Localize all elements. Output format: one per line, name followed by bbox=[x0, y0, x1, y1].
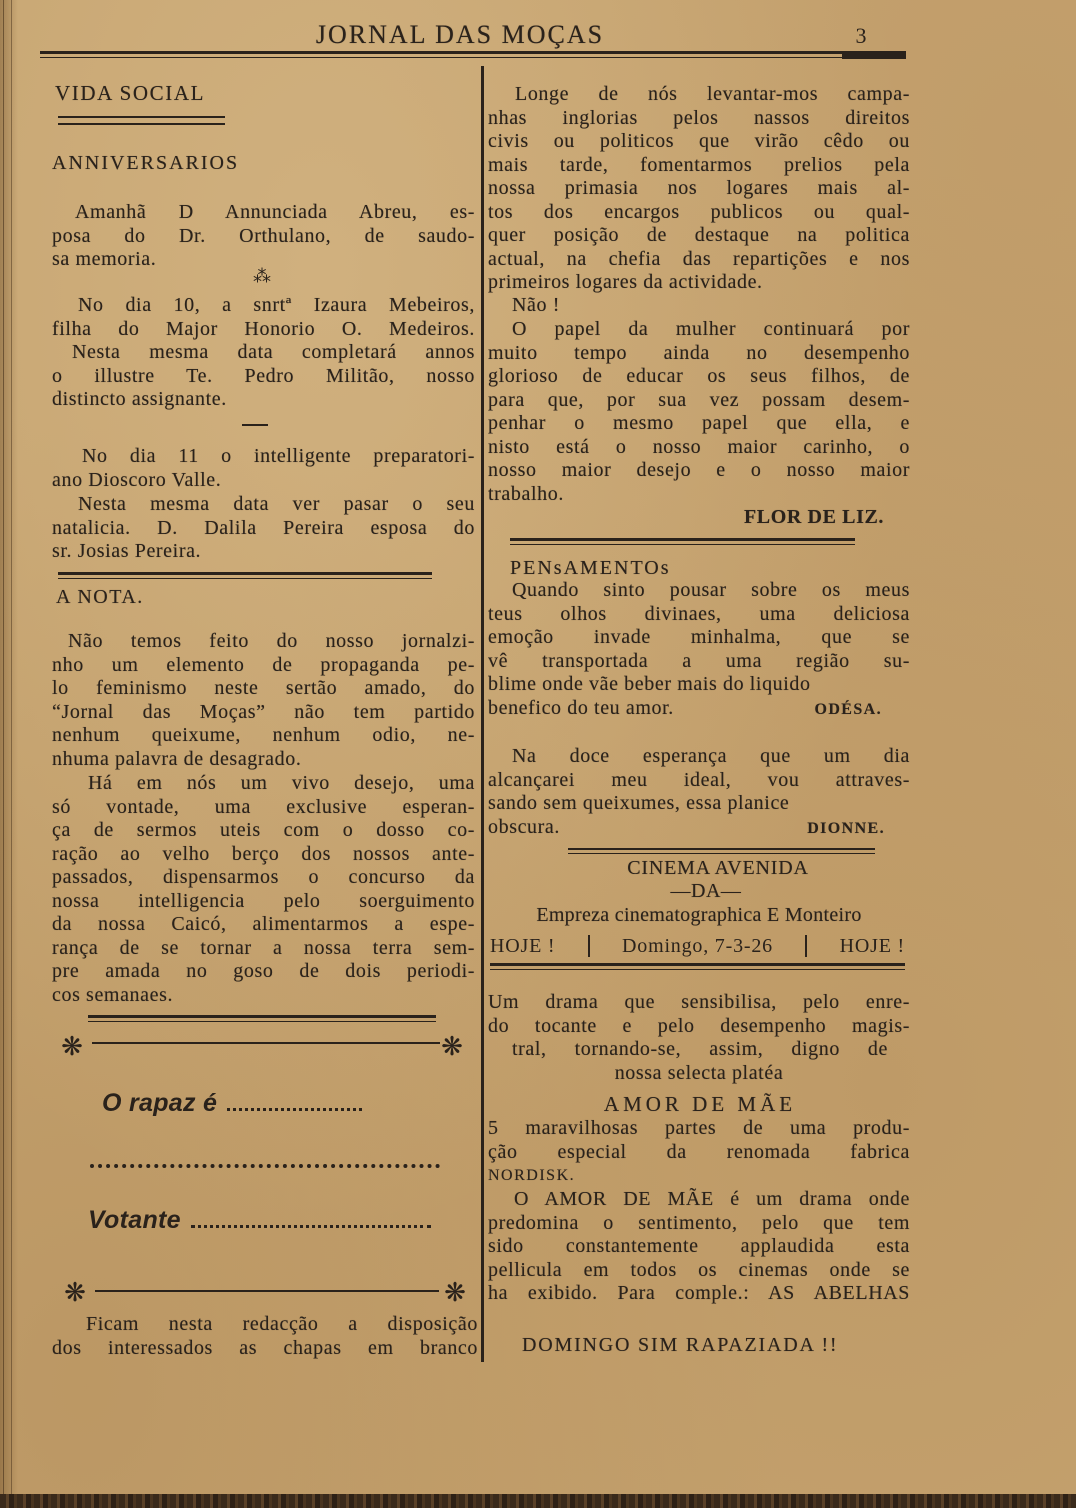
section-rule-thin bbox=[58, 578, 432, 579]
article-paragraph-2 bbox=[488, 294, 910, 318]
showtime-today-right: HOJE ! bbox=[839, 935, 905, 957]
text-line: Na doce esperança que um dia bbox=[512, 745, 910, 767]
text-line: pre amada no goso de dois periodi- bbox=[52, 960, 475, 982]
slip-notice bbox=[52, 1313, 478, 1360]
text-line: actual, na chefia das repartições e nos bbox=[488, 247, 910, 270]
section-rule bbox=[568, 848, 875, 850]
slip-label-votante: Votante bbox=[88, 1206, 181, 1234]
text-line: nossa primasia nos logares mais al- bbox=[488, 177, 910, 199]
text-line: Há em nós um vivo desejo, uma bbox=[88, 772, 475, 794]
text-line: Nesta mesma data ver pasar o seu bbox=[78, 493, 475, 515]
text-line: emoção invade minhalma, que se bbox=[488, 626, 910, 648]
slip-bottom-rule bbox=[95, 1290, 439, 1292]
anniversary-item-5 bbox=[52, 493, 475, 564]
section-title-underline bbox=[58, 116, 225, 118]
pensamento-2 bbox=[488, 745, 910, 816]
slip-field-votante bbox=[88, 1206, 431, 1238]
section-rule-thin bbox=[88, 1021, 436, 1022]
text-line: penhar o mesmo papel que ella, e bbox=[488, 412, 910, 434]
text-line: quer posição de destaque na politica bbox=[488, 224, 910, 246]
text-line: Um drama que sensibilisa, pelo enre- bbox=[488, 991, 910, 1013]
text-line: O AMOR DE MÃE é um drama onde bbox=[514, 1188, 910, 1210]
section-rule-thin bbox=[510, 544, 855, 545]
showtime-rule bbox=[490, 963, 905, 966]
text-line: vê transportada a uma região su- bbox=[488, 649, 910, 672]
text-line: nosso maior desejo e o nosso maior bbox=[488, 459, 910, 481]
slip-fill-dots bbox=[191, 1225, 431, 1228]
text-line: ça de sermos uteis com o dosso co- bbox=[52, 819, 475, 841]
text-line: tral, tornando-se, assim, digno de bbox=[512, 1038, 888, 1060]
text-line: nho um elemento de propaganda pe- bbox=[52, 653, 475, 676]
text-line: o illustre Te. Pedro Militão, nosso bbox=[52, 364, 475, 387]
text-line: do tocante e pelo desempenho magis- bbox=[488, 1014, 910, 1037]
slip-fill-dots bbox=[227, 1108, 362, 1111]
film-blurb bbox=[488, 991, 910, 1085]
header-rule-heavy bbox=[842, 51, 906, 59]
anniversary-item-4 bbox=[52, 445, 475, 492]
text-line: natalicia. D. Dalila Pereira esposa do bbox=[52, 516, 475, 539]
pensamento-1-signature: ODÉSA. bbox=[814, 700, 882, 718]
text-line: Ficam nesta redacção a disposição bbox=[86, 1313, 478, 1335]
flower-ornament-icon bbox=[61, 1278, 89, 1308]
text-line: nisto está o nosso maior carinho, o bbox=[488, 435, 910, 458]
text-line: teus olhos divinaes, uma deliciosa bbox=[488, 602, 910, 625]
text-line: pellicula em todos os cinemas onde se bbox=[488, 1258, 910, 1281]
text-line: “Jornal das Moças” não tem partido bbox=[52, 700, 475, 723]
text-line: 5 maravilhosas partes de uma produ- bbox=[488, 1117, 910, 1139]
anniversaries-heading: ANNIVERSARIOS bbox=[52, 152, 240, 174]
text-line: benefico do teu amor. bbox=[488, 696, 674, 719]
text-line: Quando sinto pousar sobre os meus bbox=[512, 579, 910, 601]
film-info bbox=[488, 1117, 910, 1188]
text-line: cos semanaes. bbox=[52, 983, 174, 1006]
text-line: Nesta mesma data completará annos bbox=[72, 341, 475, 363]
text-line: predomina o sentimento, pelo que tem bbox=[488, 1211, 910, 1234]
a-nota-paragraph-1 bbox=[52, 630, 475, 771]
text-line: ração ao velho berço dos nossos ante- bbox=[52, 842, 475, 865]
text-line: mais tarde, fomentarmos prelios pela bbox=[488, 153, 910, 176]
item-separator bbox=[242, 424, 268, 426]
showtime-bar bbox=[490, 933, 905, 959]
film-title: AMOR DE MÃE bbox=[603, 1092, 797, 1116]
bar-divider bbox=[805, 935, 807, 957]
page-number: 3 bbox=[855, 23, 867, 48]
text-line: blime onde vãe beber mais do liquido bbox=[488, 673, 811, 695]
text-line: No dia 10, a snrtª Izaura Mebeiros, bbox=[78, 294, 475, 316]
text-line: lo feminismo neste sertão amado, do bbox=[52, 677, 475, 699]
anniversary-item-3 bbox=[52, 341, 475, 412]
text-line: só vontade, uma exclusive esperan- bbox=[52, 795, 475, 818]
section-rule-thin bbox=[568, 853, 875, 854]
film-description bbox=[488, 1188, 910, 1306]
text-line: Não temos feito do nosso jornalzi- bbox=[68, 630, 475, 652]
pensamento-1-closing-line bbox=[488, 697, 910, 721]
text-line: para que, por sua vez possam desem- bbox=[488, 388, 910, 411]
a-nota-heading: A NOTA. bbox=[56, 586, 144, 608]
article-signature: FLOR DE LIZ. bbox=[743, 506, 884, 528]
cinema-da: —DA— bbox=[670, 880, 742, 902]
text-line: O papel da mulher continuará por bbox=[512, 318, 910, 340]
column-divider bbox=[481, 66, 484, 1362]
text-line: ção especial da renomada fabrica bbox=[488, 1140, 910, 1163]
text-line: ano Dioscoro Valle. bbox=[52, 468, 222, 491]
flower-ornament-icon bbox=[438, 1032, 466, 1062]
text-line: sr. Josias Pereira. bbox=[52, 540, 202, 562]
pensamento-2-closing-line bbox=[488, 816, 910, 840]
text-line: tos dos encargos publicos ou qual- bbox=[488, 200, 910, 223]
cinema-title: CINEMA AVENIDA bbox=[627, 857, 809, 879]
text-line: ha exibido. Para comple.: AS ABELHAS bbox=[488, 1282, 910, 1304]
text-line: da nossa Caicó, alimentarmos a espe- bbox=[52, 913, 475, 935]
anniversary-item-1 bbox=[52, 201, 475, 272]
text-line: Longe de nós levantar-mos campa- bbox=[515, 83, 910, 105]
text-line: No dia 11 o intelligente preparatori- bbox=[82, 445, 475, 467]
text-line: dos interessados as chapas em branco bbox=[52, 1336, 478, 1359]
showtime-today-left: HOJE ! bbox=[490, 935, 556, 957]
a-nota-paragraph-2 bbox=[52, 772, 475, 1007]
text-line: Amanhã D Annunciada Abreu, es- bbox=[75, 201, 475, 223]
newspaper-title: JORNAL DAS MOÇAS bbox=[315, 20, 605, 49]
showtime-date: Domingo, 7-3-26 bbox=[622, 935, 773, 957]
text-line: sando sem queixumes, essa planice bbox=[488, 792, 790, 814]
bottom-edge-strip bbox=[0, 1494, 1076, 1508]
text-line: Não ! bbox=[512, 294, 560, 316]
text-line: obscura. bbox=[488, 815, 560, 838]
showtime-rule-thin bbox=[490, 969, 905, 970]
slip-label-rapaz: O rapaz é bbox=[102, 1089, 218, 1117]
pensamentos-heading: PENsAMENTOs bbox=[510, 557, 671, 579]
article-paragraph-3 bbox=[488, 318, 910, 506]
text-line: rança de se tornar a nossa terra sem- bbox=[52, 936, 475, 959]
text-line: trabalho. bbox=[488, 482, 564, 505]
text-line: muito tempo ainda no desempenho bbox=[488, 341, 910, 364]
anniversary-item-2 bbox=[52, 294, 475, 341]
section-title-vida-social: VIDA SOCIAL bbox=[55, 81, 206, 105]
header-rule-thin bbox=[40, 57, 906, 58]
text-line: nhas inglorias pelos nassos direitos bbox=[488, 106, 910, 129]
binding-edge bbox=[0, 0, 18, 1508]
text-line: nossa intelligencia pelo soerguimento bbox=[52, 889, 475, 912]
flower-ornament-icon bbox=[58, 1032, 86, 1062]
text-line: glorioso de educar os seus filhos, de bbox=[488, 365, 910, 387]
cinema-company: Empreza cinematographica E Monteiro bbox=[536, 904, 862, 926]
section-rule bbox=[510, 538, 855, 541]
section-rule bbox=[88, 1015, 436, 1018]
article-paragraph-1 bbox=[488, 83, 910, 295]
flower-ornament-icon bbox=[441, 1278, 469, 1308]
text-line: posa do Dr. Orthulano, de saudo- bbox=[52, 224, 475, 247]
text-line: passados, dispensarmos o concurso da bbox=[52, 866, 475, 888]
text-line: sido constantemente applaudida esta bbox=[488, 1235, 910, 1257]
slip-dotted-row bbox=[90, 1164, 440, 1168]
text-line: distincto assignante. bbox=[52, 388, 227, 410]
text-line: nossa selecta platéa bbox=[614, 1061, 784, 1084]
section-rule bbox=[58, 572, 432, 575]
text-line: alcançarei meu ideal, vou attraves- bbox=[488, 768, 910, 791]
pensamento-2-signature: DIONNE. bbox=[807, 819, 885, 837]
text-line: primeiros logares da actividade. bbox=[488, 271, 763, 293]
pensamento-1 bbox=[488, 579, 910, 697]
text-line: NORDISK. bbox=[488, 1167, 576, 1184]
bar-divider bbox=[588, 935, 590, 957]
text-line: civis ou politicos que virão cêdo ou bbox=[488, 130, 910, 152]
asterism: ⁂ bbox=[253, 266, 271, 287]
text-line: nenhum queixume, nenhum odio, ne- bbox=[52, 724, 475, 746]
slip-top-rule bbox=[92, 1042, 440, 1044]
text-line: sa memoria. bbox=[52, 248, 157, 270]
text-line: filha do Major Honorio O. Medeiros. bbox=[52, 317, 475, 340]
section-title-underline bbox=[58, 123, 225, 125]
text-line: nhuma palavra de desagrado. bbox=[52, 747, 302, 770]
cinema-closing-slogan: DOMINGO SIM RAPAZIADA !! bbox=[522, 1334, 839, 1356]
slip-field-rapaz bbox=[102, 1089, 362, 1121]
header-rule bbox=[40, 51, 906, 54]
